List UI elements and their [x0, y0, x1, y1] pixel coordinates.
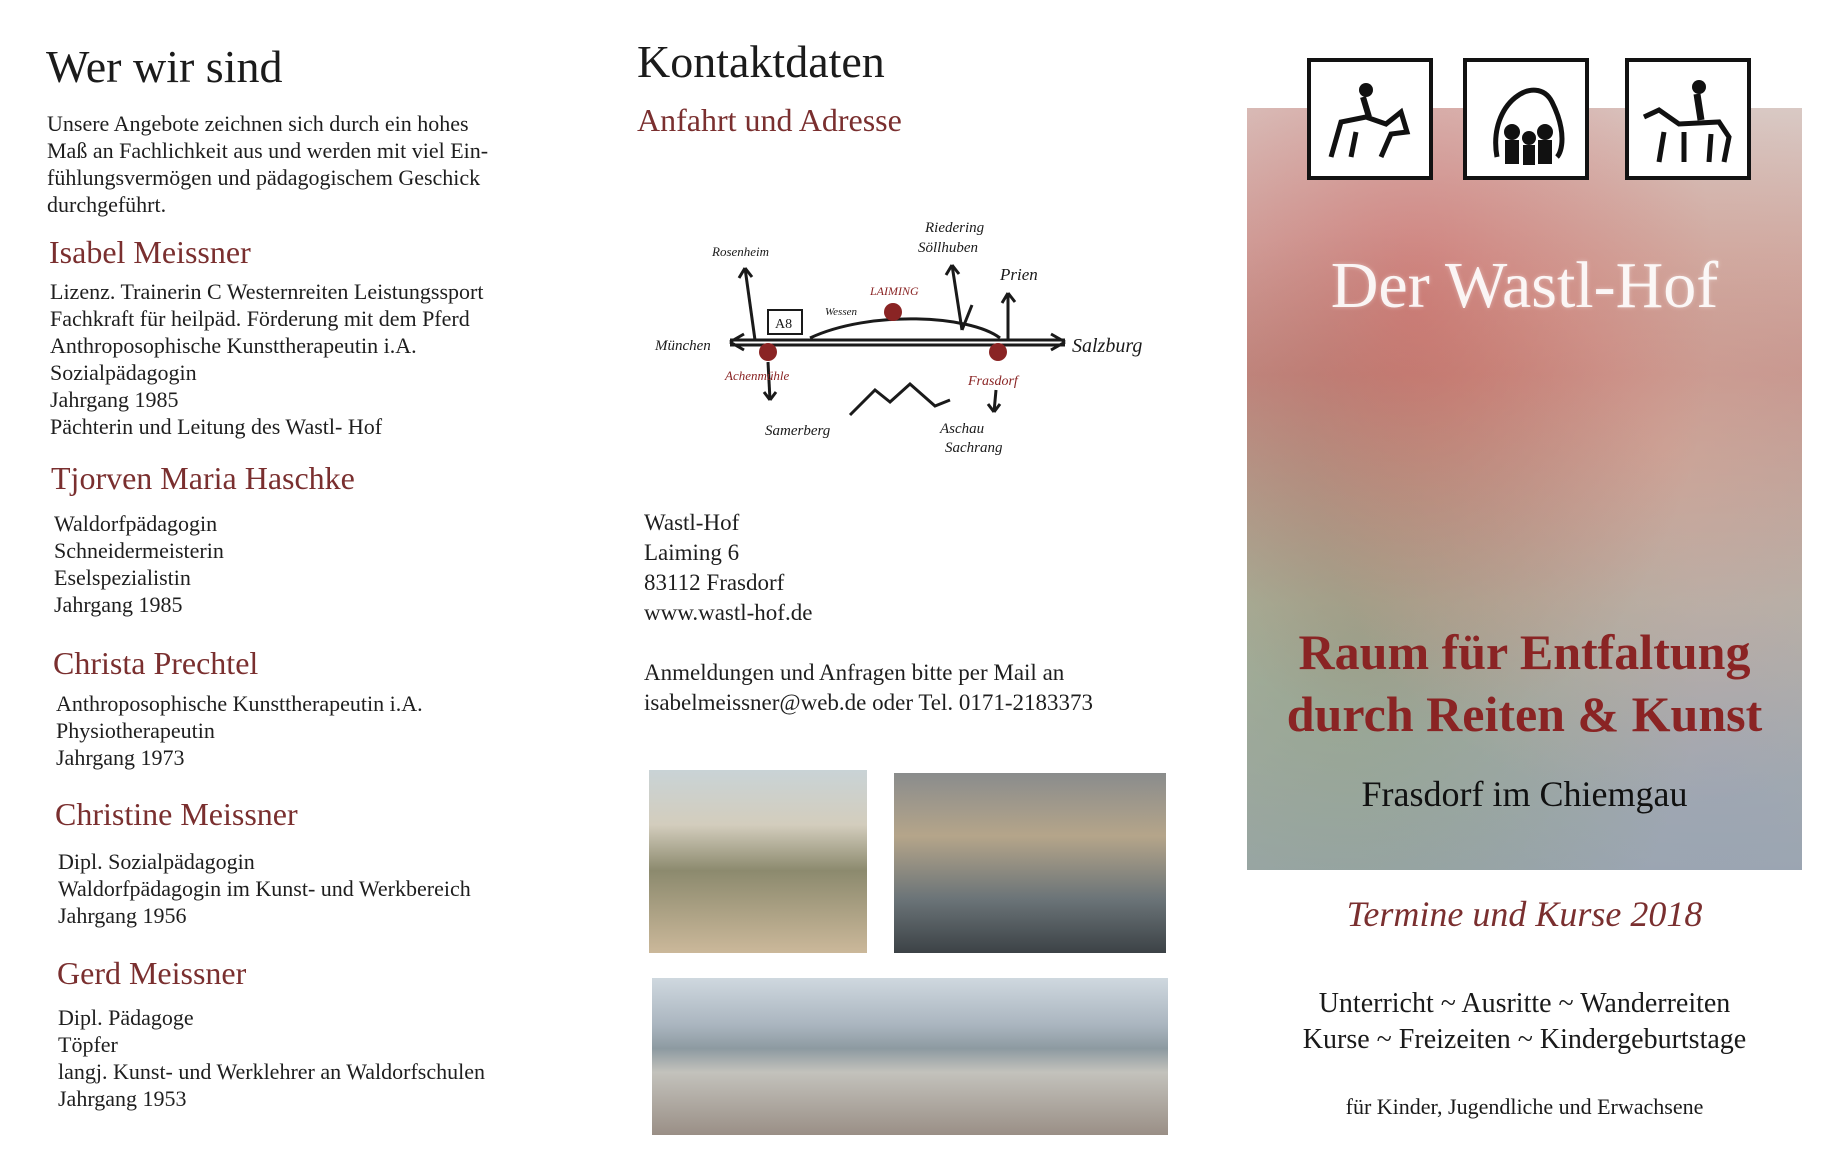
offers-line: Kurse ~ Freizeiten ~ Kindergeburtstage [1302, 1024, 1747, 1055]
map-label-soellhuben: Söllhuben [918, 240, 978, 256]
map-label-laiming: LAIMING [870, 284, 919, 298]
detail-line: Sozialpädagogin [50, 360, 197, 385]
map-label-achenmuehle: Achenmühle [725, 368, 790, 383]
address-line: Wastl-Hof [644, 510, 740, 535]
detail-line: Eselspezialistin [54, 565, 191, 590]
contact-email-phone: isabelmeissner@web.de oder Tel. 0171-2183373 [644, 690, 1094, 715]
detail-line: Jahrgang 1985 [50, 387, 179, 412]
detail-line: Physiotherapeutin [56, 718, 215, 743]
address-line: Laiming 6 [644, 540, 740, 565]
intro-line: durchgeführt. [47, 192, 167, 217]
map-label-salzburg: Salzburg [1072, 335, 1143, 357]
cover-place: Frasdorf im Chiemgau [1361, 774, 1688, 814]
detail-line: Schneidermeisterin [54, 538, 224, 563]
person-details [54, 510, 224, 618]
person-details [56, 690, 423, 771]
intro-line: fühlungsvermögen und pädagogischem Geschick [47, 165, 481, 190]
detail-line: Jahrgang 1956 [58, 903, 187, 928]
person-details [50, 278, 483, 440]
heading-wer-wir-sind: Wer wir sind [46, 41, 283, 92]
map-label-riedering: Riedering [925, 220, 985, 236]
person-name: Isabel Meissner [49, 234, 251, 270]
photo-donkey-grooming [649, 770, 867, 953]
detail-line: Dipl. Sozialpädagogin [58, 849, 255, 874]
western-rider-icon [1307, 58, 1433, 180]
intro-text [47, 110, 488, 218]
cover-painting [1247, 108, 1802, 870]
website-link[interactable]: www.wastl-hof.de [644, 600, 813, 625]
audience-text: für Kinder, Jugendliche und Erwachsene [1345, 1094, 1704, 1119]
map-label-a8: A8 [775, 317, 793, 332]
detail-line: Waldorfpädagogin [54, 511, 218, 536]
person-details [58, 848, 471, 929]
map-label-prien: Prien [1000, 265, 1038, 284]
map-label-wessen: Wessen [825, 306, 857, 318]
detail-line: langj. Kunst- und Werklehrer an Waldorfschulen [58, 1059, 485, 1084]
person-name: Christa Prechtel [53, 645, 259, 681]
detail-line: Dipl. Pädagoge [58, 1005, 194, 1030]
rider-on-horse-icon [1625, 58, 1751, 180]
detail-line: Waldorfpädagogin im Kunst- und Werkbereich [58, 876, 471, 901]
route-map [640, 200, 1160, 480]
cover-tagline-line: durch Reiten & Kunst [1286, 686, 1763, 742]
contact-line: Anmeldungen und Anfragen bitte per Mail an [644, 660, 1065, 685]
detail-line: Jahrgang 1973 [56, 745, 185, 770]
map-label-sachrang: Sachrang [945, 440, 1003, 456]
detail-line: Jahrgang 1953 [58, 1086, 187, 1111]
detail-line: Lizenz. Trainerin C Westernreiten Leistungssport [50, 279, 484, 304]
intro-line: Unsere Angebote zeichnen sich durch ein hohes [47, 111, 469, 136]
detail-line: Pächterin und Leitung des Wastl- Hof [50, 414, 383, 439]
address-line: 83112 Frasdorf [644, 570, 785, 595]
map-label-muenchen: München [655, 338, 711, 354]
detail-line: Anthroposophische Kunsttherapeutin i.A. [50, 333, 417, 358]
photo-horses-in-paddock [652, 978, 1168, 1135]
subheading-anfahrt: Anfahrt und Adresse [637, 102, 902, 138]
map-label-frasdorf: Frasdorf [968, 374, 1018, 389]
photo-children-with-horses [894, 773, 1166, 953]
intro-line: Maß an Fachlichkeit aus und werden mit viel Ein- [47, 138, 489, 163]
map-label-aschau: Aschau [940, 421, 985, 437]
offers-block [1247, 986, 1802, 1058]
contact-block [644, 658, 1093, 718]
person-details [58, 1004, 485, 1112]
offers-line: Unterricht ~ Ausritte ~ Wanderreiten [1318, 988, 1731, 1019]
heading-kontaktdaten: Kontaktdaten [637, 36, 885, 87]
detail-line: Fachkraft für heilpäd. Förderung mit dem Pferd [50, 306, 470, 331]
detail-line: Jahrgang 1985 [54, 592, 183, 617]
person-name: Tjorven Maria Haschke [51, 460, 355, 496]
cover-tagline-line: Raum für Entfaltung [1298, 624, 1751, 680]
person-name: Gerd Meissner [57, 955, 247, 991]
person-name: Christine Meissner [55, 796, 298, 832]
family-with-horse-icon [1463, 58, 1589, 180]
map-label-rosenheim: Rosenheim [712, 244, 770, 259]
detail-line: Anthroposophische Kunsttherapeutin i.A. [56, 691, 423, 716]
map-label-samerberg: Samerberg [765, 423, 831, 439]
detail-line: Töpfer [58, 1032, 118, 1057]
cover-title: Der Wastl-Hof [1330, 249, 1719, 322]
termine-heading: Termine und Kurse 2018 [1346, 894, 1703, 934]
address-block [644, 508, 812, 628]
